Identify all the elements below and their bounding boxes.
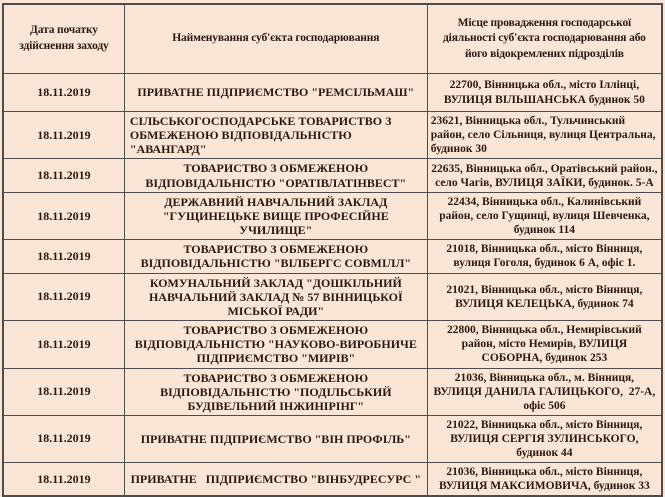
date-cell: 18.11.2019 [3,463,124,497]
table-row [3,273,662,320]
table-row [3,74,662,112]
entity-name-cell: ТОВАРИСТВО З ОБМЕЖЕНОЮ ВІДПОВІДАЛЬНІСТЮ "НАУКОВО-ВИРОБНИЧЕ ПІДПРИЄМСТВО "МИРІВ" [124,321,427,368]
entity-name-cell: ПРИВАТНЕ ПІДПРИЄМСТВО "ВІНБУДРЕСУРС " [124,463,427,497]
location-cell: 21021, Вінницька обл., місто Вінниця, ВУЛИЦЯ КЕЛЕЦЬКА, будинок 74 [427,273,662,320]
table-row [3,368,662,415]
table-row [3,192,662,239]
column-header-date: Дата початку здійснення заходу [3,4,124,74]
entity-name-cell: ПРИВАТНЕ ПІДПРИЄМСТВО "ВІН ПРОФІЛЬ" [124,415,427,462]
table-header [3,4,662,74]
date-cell: 18.11.2019 [3,74,124,112]
location-cell: 22434, Вінницька обл., Калинівський район, село Гущинці, вулиця Шевченка, будинок 114 [427,192,662,239]
entity-name-cell: СІЛЬСЬКОГОСПОДАРСЬКЕ ТОВАРИСТВО З ОБМЕЖЕНОЮ ВІДПОВІДАЛЬНІСТЮ "АВАНГАРД" [124,112,427,159]
location-cell: 22635, Вінницька обл., Оратівський район., село Чагів, ВУЛИЦЯ ЗАЇКИ, будинок. 5-А [427,159,662,192]
entity-name-cell: ТОВАРИСТВО З ОБМЕЖЕНОЮ ВІДПОВІДАЛЬНІСТЮ "ПОДІЛЬСЬКИЙ БУДІВЕЛЬНИЙ ІНЖИНІРІНГ" [124,368,427,415]
column-header-entity-name: Найменування суб'єкта господарювання [124,4,427,74]
date-cell: 18.11.2019 [3,368,124,415]
location-cell: 21036, Вінницька обл., місто Вінниця, ВУЛИЦЯ МАКСИМОВИЧА, будинок 33 [427,463,662,497]
location-cell: 22800, Вінницька обл., Немирівський район, місто Немирів, ВУЛИЦЯ СОБОРНА, будинок 253 [427,321,662,368]
table-row [3,112,662,159]
entity-name-cell: ДЕРЖАВНИЙ НАВЧАЛЬНИЙ ЗАКЛАД "ГУЩИНЕЦЬКЕ ВИЩЕ ПРОФЕСІЙНЕ УЧИЛИЩЕ" [124,192,427,239]
date-cell: 18.11.2019 [3,159,124,192]
location-cell: 22700, Вінницька обл., місто Іллінці, ВУЛИЦЯ ВІЛЬШАНСЬКА будинок 50 [427,74,662,112]
entity-name-cell: ТОВАРИСТВО З ОБМЕЖЕНОЮ ВІДПОВІДАЛЬНІСТЮ "ОРАТІВЛАТІНВЕСТ" [124,159,427,192]
entity-name-cell: ТОВАРИСТВО З ОБМЕЖЕНОЮ ВІДПОВІДАЛЬНІСТЮ "ВІЛБЕРГС СОВМІЛЛ" [124,240,427,273]
location-cell: 23621, Вінницька обл., Тульчинський район, село Сільниця, вулиця Центральна, будинок 30 [427,112,662,159]
date-cell: 18.11.2019 [3,112,124,159]
date-cell: 18.11.2019 [3,321,124,368]
table-body [3,74,662,497]
location-cell: 21022, Вінницька обл., місто Вінниця, ВУЛИЦЯ СЕРГІЯ ЗУЛИНСЬКОГО, будинок 44 [427,415,662,462]
location-cell: 21036, Вінницька обл., м. Вінниця, ВУЛИЦЯ ДАНИЛА ГАЛИЦЬКОГО, 27-А, офіс 506 [427,368,662,415]
table-row [3,240,662,273]
inspection-registry-table [2,3,663,497]
location-cell: 21018, Вінницька обл., місто Вінниця, вулиця Гоголя, будинок 6 А, офіс 1. [427,240,662,273]
table-row [3,463,662,497]
table-row [3,159,662,192]
table-row [3,415,662,462]
header-row [3,4,662,74]
date-cell: 18.11.2019 [3,273,124,320]
entity-name-cell: ПРИВАТНЕ ПІДПРИЄМСТВО "РЕМСІЛЬМАШ" [124,74,427,112]
table-row [3,321,662,368]
date-cell: 18.11.2019 [3,240,124,273]
column-header-location: Місце провадження господарської діяльності суб'єкта господарювання або його відокремлених підрозділів [427,4,662,74]
entity-name-cell: КОМУНАЛЬНИЙ ЗАКЛАД "ДОШКІЛЬНИЙ НАВЧАЛЬНИЙ ЗАКЛАД № 57 ВІННИЦЬКОЇ МІСЬКОЇ РАДИ" [124,273,427,320]
date-cell: 18.11.2019 [3,415,124,462]
date-cell: 18.11.2019 [3,192,124,239]
